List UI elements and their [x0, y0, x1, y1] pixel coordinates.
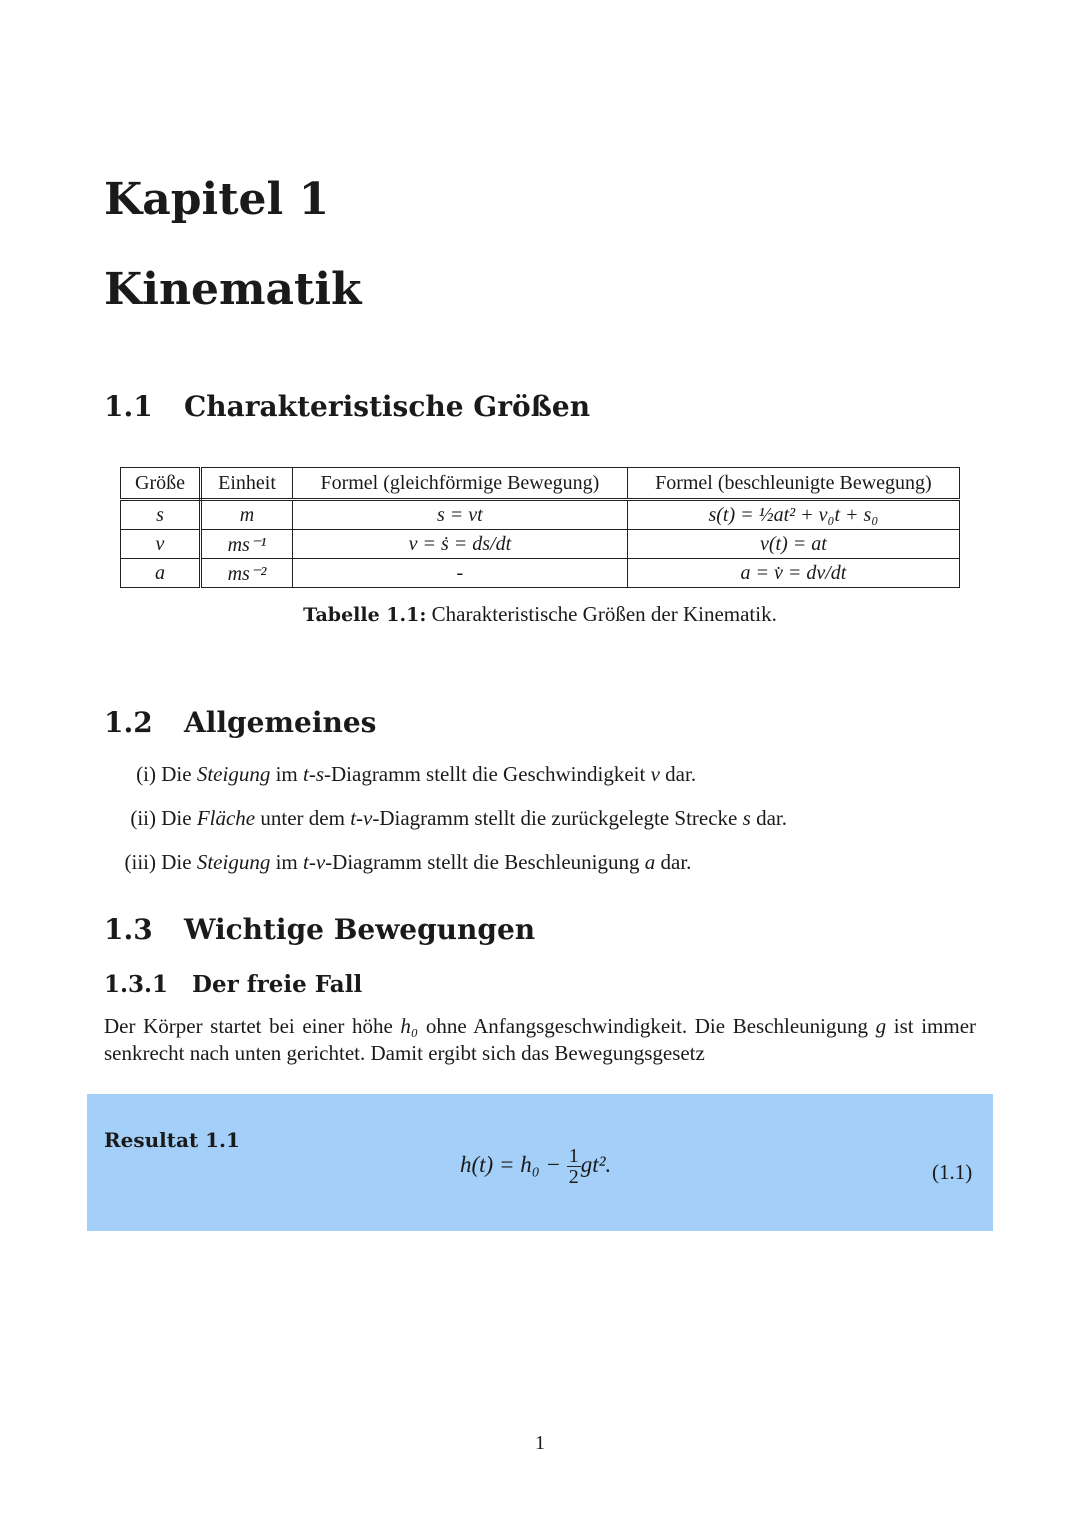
item-variable: v	[650, 762, 660, 786]
table-header: Formel (beschleunigte Bewegung)	[627, 468, 959, 500]
body-paragraph	[104, 1013, 976, 1067]
chapter-title: Kinematik	[104, 264, 362, 315]
item-label: (iii)	[124, 850, 156, 874]
table-cell: a	[121, 559, 201, 588]
table-header: Formel (gleichförmige Bewegung)	[293, 468, 628, 500]
paragraph-text: Der Körper startet bei einer höhe	[104, 1014, 393, 1038]
section-heading	[104, 706, 376, 739]
table-cell: -	[293, 559, 628, 588]
section-heading	[104, 390, 590, 423]
list-item	[110, 806, 787, 831]
table-cell: s = vt	[293, 500, 628, 530]
item-text: dar.	[665, 762, 697, 786]
subsection-title: Der freie Fall	[192, 971, 363, 998]
table-header: Größe	[121, 468, 201, 500]
table-cell: v = ṡ = ds/dt	[293, 530, 628, 559]
item-emphasis: Fläche	[196, 806, 256, 830]
item-emphasis: Steigung	[196, 762, 271, 786]
paragraph-text: ohne Anfangsgeschwindigkeit. Die Beschleunigung	[425, 1014, 869, 1038]
item-diagram: t-s	[303, 762, 324, 786]
item-diagram: t-v	[350, 806, 373, 830]
section-number: 1.2	[104, 706, 153, 739]
item-emphasis: Steigung	[196, 850, 271, 874]
item-variable: a	[644, 850, 656, 874]
section-title: Wichtige Bewegungen	[184, 913, 536, 946]
item-diagram: t-v	[303, 850, 326, 874]
caption-label: Tabelle 1.1:	[303, 604, 427, 626]
item-text: im	[275, 850, 298, 874]
subsection-heading	[104, 971, 362, 998]
table-cell: s	[121, 500, 201, 530]
list-item	[110, 762, 696, 787]
table-row	[121, 500, 960, 530]
paragraph-variable: g	[875, 1014, 887, 1038]
section-number: 1.1	[104, 390, 153, 423]
section-title: Charakteristische Größen	[184, 390, 591, 423]
table-cell: m	[201, 500, 293, 530]
table-cell: v(t) = at	[627, 530, 959, 559]
subsection-number: 1.3.1	[104, 971, 169, 998]
item-text: Die	[161, 850, 192, 874]
item-text: -Diagramm stellt die zurückgelegte Strecke	[372, 806, 738, 830]
equation-rhs: gt².	[580, 1151, 612, 1177]
item-text: dar.	[660, 850, 692, 874]
fraction-numerator: 1	[568, 1145, 579, 1167]
item-text: Die	[161, 762, 192, 786]
item-label: (ii)	[130, 806, 156, 830]
item-text: Die	[161, 806, 192, 830]
equation	[460, 1146, 611, 1187]
equation-lhs: h(t) = h₀ −	[460, 1151, 561, 1177]
page-number: 1	[535, 1432, 545, 1454]
caption-text: Charakteristische Größen der Kinematik.	[431, 602, 777, 626]
table-caption	[0, 602, 1080, 627]
item-label: (i)	[136, 762, 156, 786]
kinematics-table	[120, 467, 960, 588]
list-item	[110, 850, 691, 875]
item-variable: s	[742, 806, 751, 830]
item-text: -Diagramm stellt die Geschwindigkeit	[324, 762, 646, 786]
table-cell: s(t) = ½at² + v₀t + s₀	[627, 500, 959, 530]
fraction-denominator: 2	[568, 1166, 579, 1188]
table-row	[121, 559, 960, 588]
table-cell: a = v̇ = dv/dt	[627, 559, 959, 588]
equation-number: (1.1)	[932, 1160, 973, 1184]
equation-fraction	[567, 1146, 581, 1187]
section-heading	[104, 913, 535, 946]
section-number: 1.3	[104, 913, 153, 946]
item-text: dar.	[756, 806, 787, 830]
paragraph-text: ist immer senkrecht nach unten gerichtet. Damit ergibt sich das Bewegungsgesetz	[104, 1014, 977, 1065]
table-header: Einheit	[201, 468, 293, 500]
item-text: unter dem	[260, 806, 345, 830]
paragraph-variable: h₀	[400, 1014, 419, 1038]
table-cell: v	[121, 530, 201, 559]
table-cell: ms⁻²	[201, 559, 293, 588]
item-text: -Diagramm stellt die Beschleunigung	[325, 850, 640, 874]
result-title: Resultat 1.1	[104, 1128, 240, 1152]
table-row	[121, 530, 960, 559]
chapter-label: Kapitel 1	[104, 174, 330, 225]
item-text: im	[275, 762, 298, 786]
section-title: Allgemeines	[184, 706, 377, 739]
table-cell: ms⁻¹	[201, 530, 293, 559]
